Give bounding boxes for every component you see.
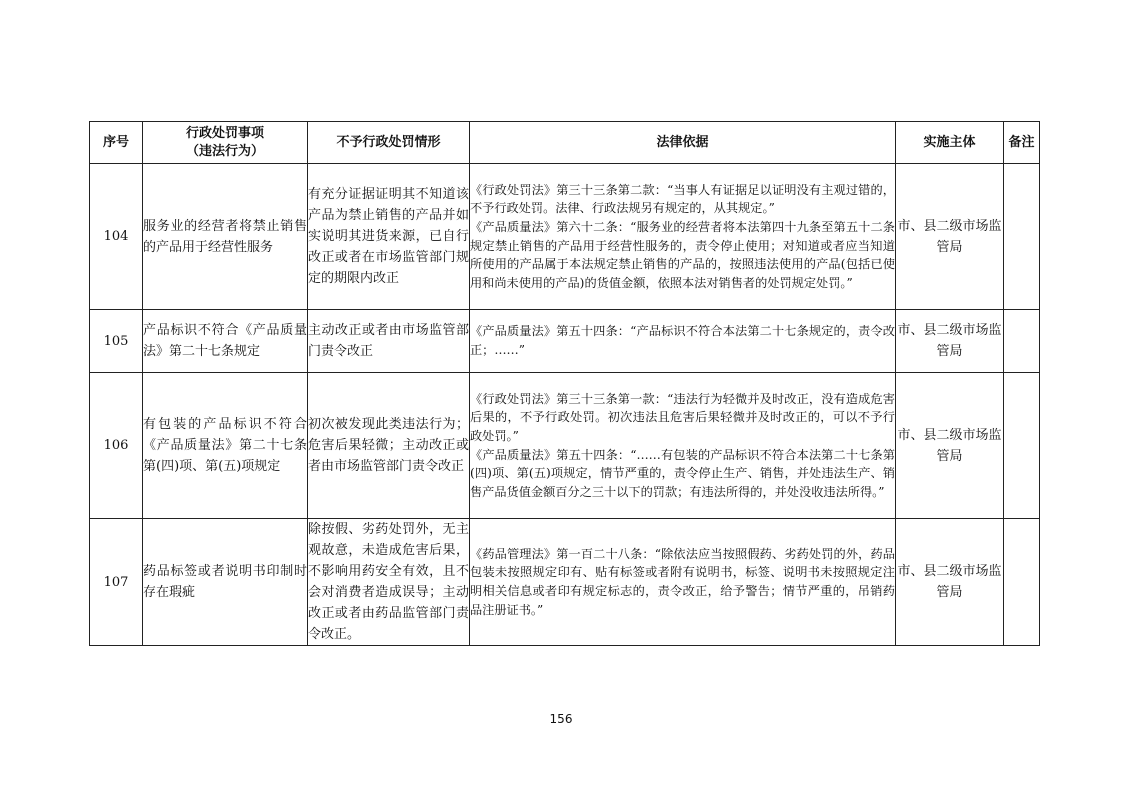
basis-paragraph: 《产品质量法》第五十四条：“……有包装的产品标识不符合本法第二十七条第(四)项、第(五)项规定，情节严重的，责令停止生产、销售，并处违法生产、销售产品货值金额百分之三十以下的罚款；有违法所得的，并处没收违法所得。” — [470, 447, 895, 499]
basis-paragraph: 《产品质量法》第五十四条：“产品标识不符合本法第二十七条规定的，责令改正；……” — [470, 324, 895, 357]
row-agency: 市、县二级市场监管局 — [896, 164, 1004, 310]
row-item: 药品标签或者说明书印制时存在瑕疵 — [143, 519, 308, 646]
header-agency: 实施主体 — [896, 122, 1004, 164]
row-item: 产品标识不符合《产品质量法》第二十七条规定 — [143, 310, 308, 373]
page-number: 156 — [549, 712, 573, 726]
row-remark — [1004, 310, 1040, 373]
header-basis: 法律依据 — [470, 122, 896, 164]
table-row — [90, 164, 1040, 310]
row-basis — [470, 164, 896, 310]
row-basis — [470, 310, 896, 373]
row-basis — [470, 373, 896, 519]
basis-paragraph: 《行政处罚法》第三十三条第一款：“违法行为轻微并及时改正，没有造成危害后果的，不予行政处罚。初次违法且危害后果轻微并及时改正的，可以不予行政处罚。” — [470, 391, 895, 443]
basis-paragraph: 《产品质量法》第六十二条：“服务业的经营者将本法第四十九条至第五十二条规定禁止销售的产品用于经营性服务的，责令停止使用；对知道或者应当知道所使用的产品属于本法规定禁止销售的产品的，按照违法使用的产品(包括已使用和尚未使用的产品)的货值金额，依照本法对销售者的处罚规定处罚。” — [470, 219, 895, 290]
row-item: 服务业的经营者将禁止销售的产品用于经营性服务 — [143, 164, 308, 310]
row-basis — [470, 519, 896, 646]
row-remark — [1004, 164, 1040, 310]
row-seq: 106 — [90, 373, 143, 519]
row-remark — [1004, 519, 1040, 646]
row-seq: 107 — [90, 519, 143, 646]
basis-paragraph: 《药品管理法》第一百二十八条：“除依法应当按照假药、劣药处罚的外，药品包装未按照规定印有、贴有标签或者附有说明书，标签、说明书未按照规定注明相关信息或者印有规定标志的，责令改正，给予警告；情节严重的，吊销药品注册证书。” — [470, 546, 895, 617]
row-seq: 105 — [90, 310, 143, 373]
table-row — [90, 373, 1040, 519]
row-item: 有包装的产品标识不符合《产品质量法》第二十七条第(四)项、第(五)项规定 — [143, 373, 308, 519]
row-exemption: 除按假、劣药处罚外，无主观故意，未造成危害后果，不影响用药安全有效，且不会对消费者造成误导；主动改正或者由药品监管部门责令改正。 — [308, 519, 470, 646]
header-remark: 备注 — [1004, 122, 1040, 164]
header-item-label: 行政处罚事项（违法行为） — [185, 125, 264, 159]
row-seq: 104 — [90, 164, 143, 310]
table-row — [90, 310, 1040, 373]
header-item — [143, 122, 308, 164]
table-row — [90, 519, 1040, 646]
penalty-exemption-table — [89, 121, 1040, 646]
row-agency: 市、县二级市场监管局 — [896, 519, 1004, 646]
basis-paragraph: 《行政处罚法》第三十三条第二款：“当事人有证据足以证明没有主观过错的，不予行政处罚。法律、行政法规另有规定的，从其规定。” — [470, 182, 895, 216]
header-seq: 序号 — [90, 122, 143, 164]
row-agency: 市、县二级市场监管局 — [896, 373, 1004, 519]
row-agency: 市、县二级市场监管局 — [896, 310, 1004, 373]
row-exemption: 初次被发现此类违法行为；危害后果轻微；主动改正或者由市场监管部门责令改正 — [308, 373, 470, 519]
row-exemption: 有充分证据证明其不知道该产品为禁止销售的产品并如实说明其进货来源，已自行改正或者在市场监管部门规定的期限内改正 — [308, 164, 470, 310]
row-remark — [1004, 373, 1040, 519]
table-header-row — [90, 122, 1040, 164]
header-exemption: 不予行政处罚情形 — [308, 122, 470, 164]
row-exemption: 主动改正或者由市场监管部门责令改正 — [308, 310, 470, 373]
